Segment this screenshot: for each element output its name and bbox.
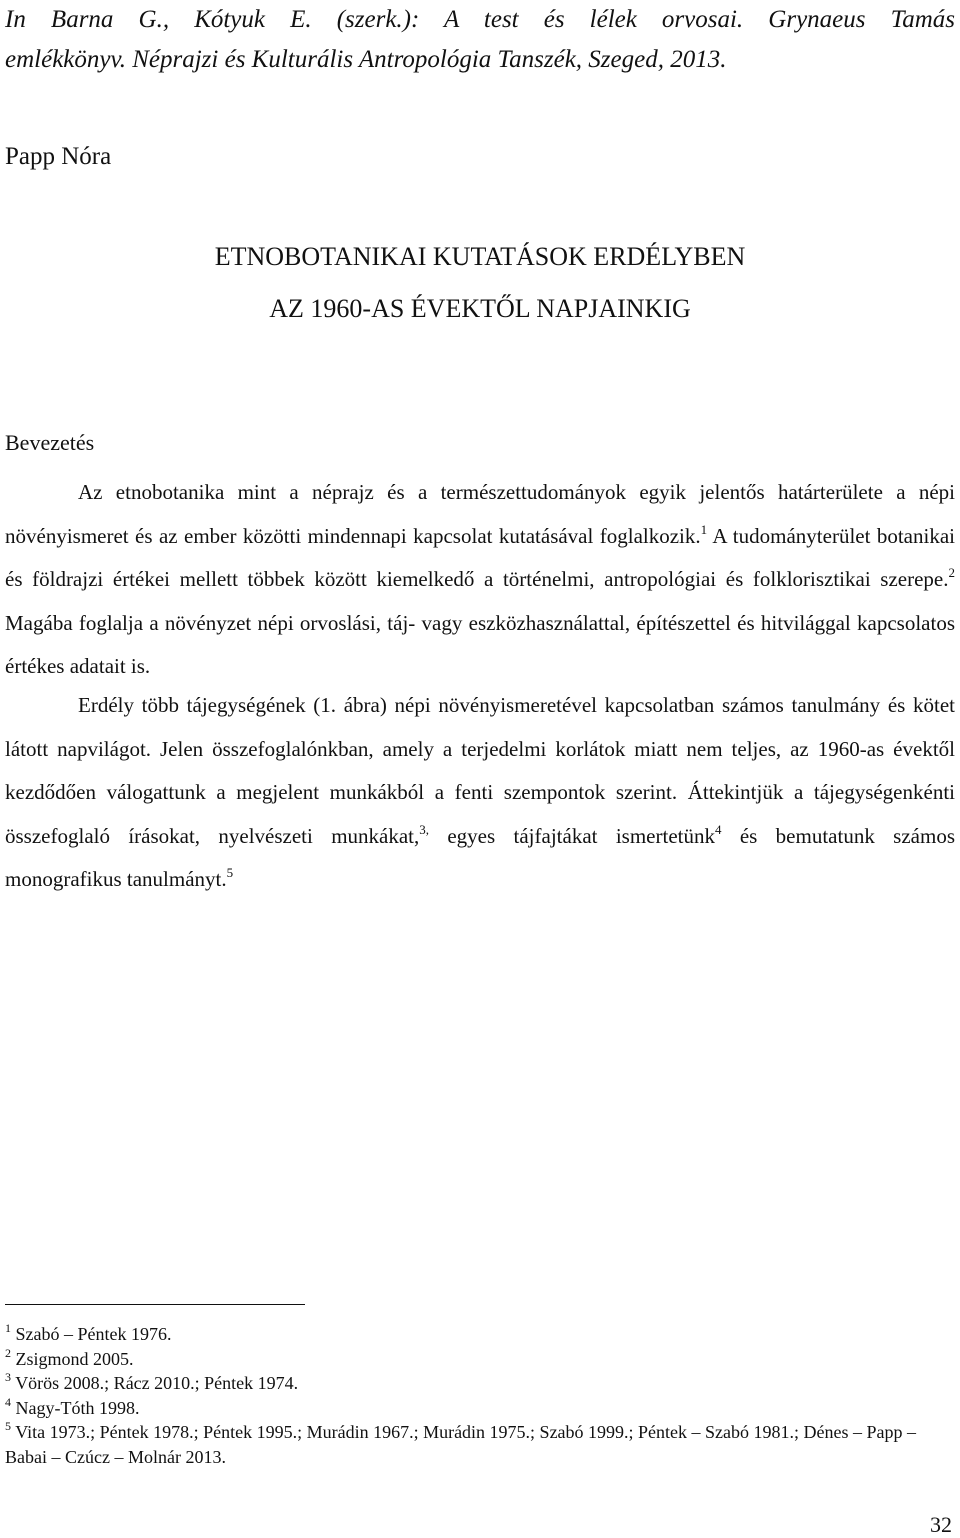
source-line-1: In Barna G., Kótyuk E. (szerk.): A test és lélek orvosai. Grynaeus Tamás [5,6,955,33]
article-title-line-1: ETNOBOTANIKAI KUTATÁSOK ERDÉLYBEN [214,242,746,271]
intro-paragraph-2 [5,684,955,902]
footnote-ref-2[interactable]: 2 [948,565,955,580]
footnote-number: 5 [5,1419,11,1433]
footnote-text: Szabó – Péntek 1976. [15,1324,172,1344]
footnote-number: 1 [5,1321,11,1335]
footnote-ref-5[interactable]: 5 [226,865,234,880]
footnote-number: 3 [5,1370,11,1384]
footnote-item [5,1322,955,1347]
footnote-text: Vita 1973.; Péntek 1978.; Péntek 1995.; Murádin 1967.; Murádin 1975.; Szabó 1999.; Péntek – Szabó 1981.; Dénes – Papp – Babai – Czúcz – Molnár 2013. [5,1422,917,1467]
paragraph-text: Magába foglalja a növényzet népi orvoslási, táj- vagy eszközhasználattal, építészettel és hitvilággal kapcsolatos értékes adatait is. [5,610,955,678]
paragraph-text: Erdély több tájegységének (1. ábra) népi növényismeretével kapcsolatban számos tanulmány és kötet látott napvilágot. Jelen összefoglalónkban, amely a terjedelmi korlátok miatt nem teljes, az 1960-as évektől kezdődően válogattunk a megjelent munkákból a fenti szempontok szerint. Áttekintjük a tájegységenkénti összefoglaló írásokat, nyelvészeti munkákat, [5,693,955,848]
paragraph-text: Az etnobotanika mint a néprajz és a természettudományok egyik jelentős határterülete a népi növényismeret és az ember közötti mindennapi kapcsolat kutatásával foglalkozik. [5,480,955,548]
footnote-item [5,1347,955,1372]
footnote-ref-3[interactable]: 3, [419,821,430,837]
intro-paragraph-1 [5,471,955,689]
page-number: 32 [930,1512,952,1537]
footnote-text: Vörös 2008.; Rácz 2010.; Péntek 1974. [15,1373,299,1393]
footnote-text: Nagy-Tóth 1998. [15,1397,140,1418]
source-line-2: emlékkönyv. Néprajzi és Kulturális Antropológia Tanszék, Szeged, 2013. [5,46,727,73]
paragraph-text: egyes tájfajtákat ismertetünk [429,823,715,848]
footnote-ref-4[interactable]: 4 [714,821,722,837]
section-heading: Bevezetés [5,430,95,455]
footnote-number: 4 [5,1394,11,1409]
footnote-item [5,1396,955,1421]
paragraph-text: és bemutatunk számos monografikus tanulmányt. [5,823,955,891]
author-name: Papp Nóra [5,143,112,170]
paragraph-text: A tudományterület botanikai és földrajzi értékei mellett többek között kiemelkedő a történelmi, antropológiai és folklorisztikai szerepe. [5,523,955,591]
footnote-number: 2 [5,1345,11,1360]
footnotes [5,1322,955,1469]
article-title-line-2: AZ 1960-AS ÉVEKTŐL NAPJAINKIG [269,294,691,323]
footnote-item [5,1371,955,1396]
footnote-item [5,1420,955,1469]
footnote-ref-1[interactable]: 1 [700,521,708,537]
source-citation [5,0,955,80]
footnote-text: Zsigmond 2005. [15,1348,134,1369]
footnote-divider [5,1304,305,1305]
